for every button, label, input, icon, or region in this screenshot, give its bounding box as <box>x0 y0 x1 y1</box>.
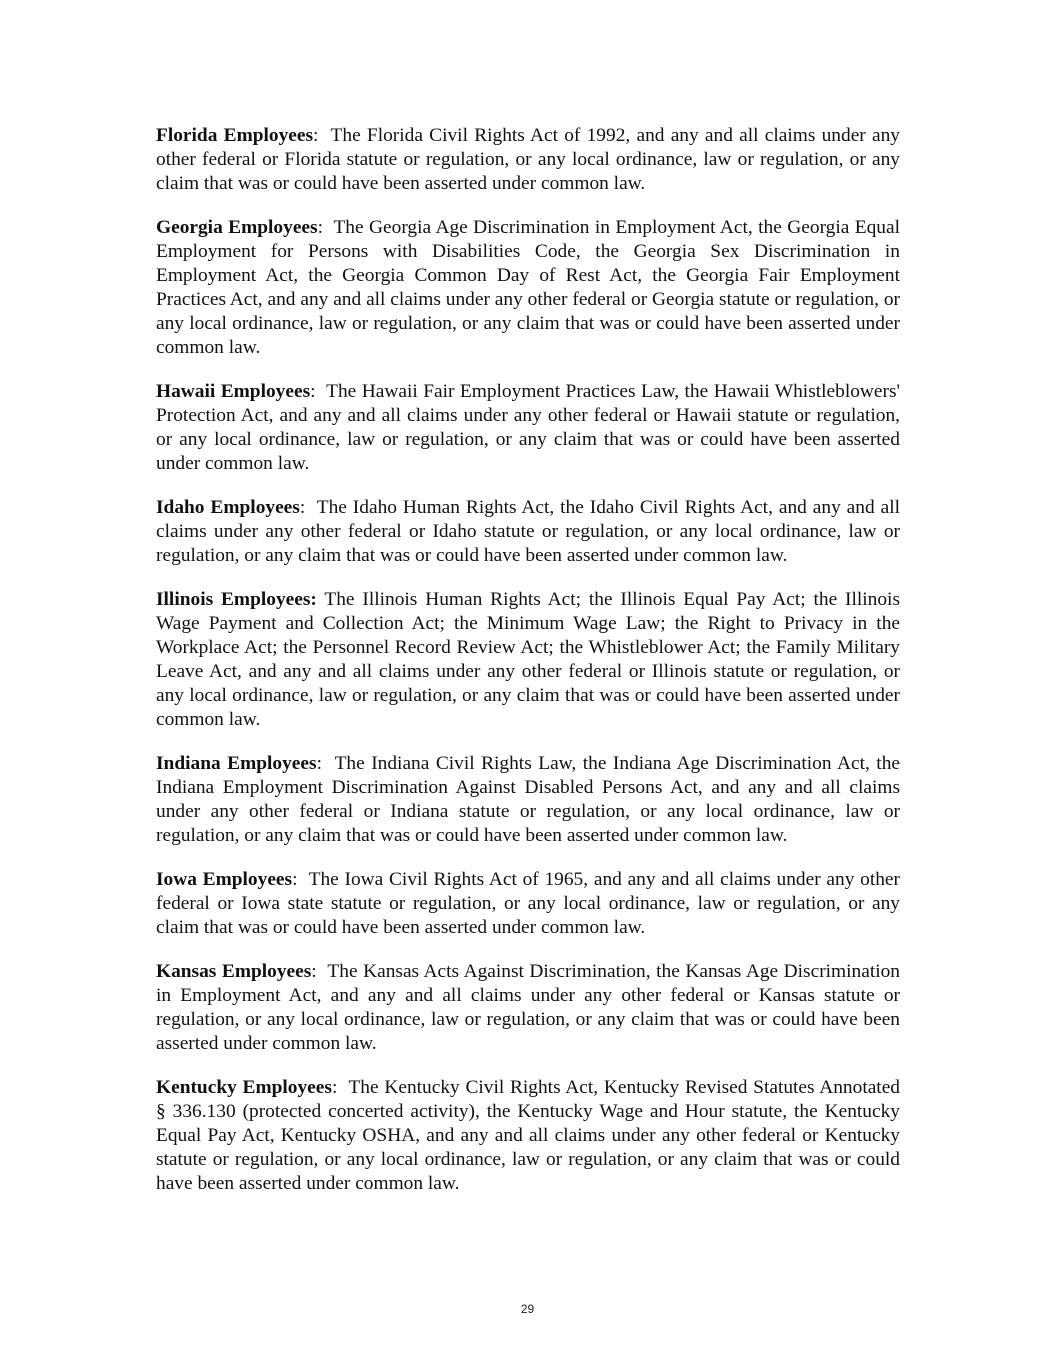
heading-separator: : <box>299 497 317 518</box>
paragraph-georgia <box>156 216 900 360</box>
paragraph-florida <box>156 124 900 196</box>
paragraph-text: The Georgia Age Discrimination in Employment Act, the Georgia Equal Employment for Persons with Disabilities Code, the Georgia Sex Discrimination in Employment Act, the Georgia Common Day of Rest Act, the Georgia Fair Employment Practices Act, and any and all claims under any other federal or Georgia statute or regulation, or any local ordinance, law or regulation, or any claim that was or could have been asserted under common law. <box>156 217 900 358</box>
paragraph-heading: Illinois Employees: <box>156 589 317 610</box>
paragraph-text: The Florida Civil Rights Act of 1992, and any and all claims under any other federal or Florida statute or regulation, or any local ordinance, law or regulation, or any claim that was or could have been asserted under common law. <box>156 125 900 194</box>
paragraph-heading: Kentucky Employees <box>156 1077 332 1098</box>
heading-separator: : <box>292 869 309 890</box>
paragraph-text: The Idaho Human Rights Act, the Idaho Civil Rights Act, and any and all claims under any other federal or Idaho statute or regulation, or any local ordinance, law or regulation, or any claim that was or could have been asserted under common law. <box>156 497 900 566</box>
paragraph-text: The Illinois Human Rights Act; the Illinois Equal Pay Act; the Illinois Wage Payment and Collection Act; the Minimum Wage Law; the Right to Privacy in the Workplace Act; the Personnel Record Review Act; the Whistleblower Act; the Family Military Leave Act, and any and all claims under any other federal or Illinois statute or regulation, or any local ordinance, law or regulation, or any claim that was or could have been asserted under common law. <box>156 589 900 730</box>
paragraph-text: The Kansas Acts Against Discrimination, the Kansas Age Discrimination in Employment Act, and any and all claims under any other federal or Kansas statute or regulation, or any local ordinance, law or regulation, or any claim that was or could have been asserted under common law. <box>156 961 900 1054</box>
heading-separator: : <box>311 961 328 982</box>
heading-separator: : <box>310 381 327 402</box>
paragraph-indiana <box>156 752 900 848</box>
paragraph-heading: Idaho Employees <box>156 497 300 518</box>
paragraph-illinois <box>156 588 900 732</box>
paragraph-heading: Florida Employees <box>156 125 314 146</box>
paragraph-heading: Kansas Employees <box>156 961 312 982</box>
paragraph-text: The Indiana Civil Rights Law, the Indiana Age Discrimination Act, the Indiana Employment Discrimination Against Disabled Persons Act, and any and all claims under any other federal or Indiana statute or regulation, or any local ordinance, law or regulation, or any claim that was or could have been asserted under common law. <box>156 753 901 846</box>
heading-separator: : <box>317 217 334 238</box>
paragraph-heading: Georgia Employees <box>156 217 318 238</box>
paragraph-kentucky <box>156 1076 900 1196</box>
heading-separator: : <box>313 125 331 146</box>
heading-separator: : <box>316 753 335 774</box>
paragraph-heading: Indiana Employees <box>156 753 317 774</box>
document-body <box>156 124 900 1216</box>
paragraph-idaho <box>156 496 900 568</box>
paragraph-hawaii <box>156 380 900 476</box>
paragraph-iowa <box>156 868 900 940</box>
paragraph-kansas <box>156 960 900 1056</box>
paragraph-heading: Iowa Employees <box>156 869 293 890</box>
paragraph-text: The Iowa Civil Rights Act of 1965, and any and all claims under any other federal or Iowa state statute or regulation, or any local ordinance, law or regulation, or any claim that was or could have been asserted under common law. <box>156 869 900 938</box>
heading-separator: : <box>331 1077 349 1098</box>
paragraph-text: The Hawaii Fair Employment Practices Law, the Hawaii Whistleblowers' Protection Act, and any and all claims under any other federal or Hawaii statute or regulation, or any local ordinance, law or regulation, or any claim that was or could have been asserted under common law. <box>156 381 901 474</box>
paragraph-heading: Hawaii Employees <box>156 381 311 402</box>
paragraph-text: The Kentucky Civil Rights Act, Kentucky Revised Statutes Annotated § 336.130 (protected concerted activity), the Kentucky Wage and Hour statute, the Kentucky Equal Pay Act, Kentucky OSHA, and any and all claims under any other federal or Kentucky statute or regulation, or any local ordinance, law or regulation, or any claim that was or could have been asserted under common law. <box>156 1077 901 1194</box>
page-number: 29 <box>520 1302 535 1316</box>
